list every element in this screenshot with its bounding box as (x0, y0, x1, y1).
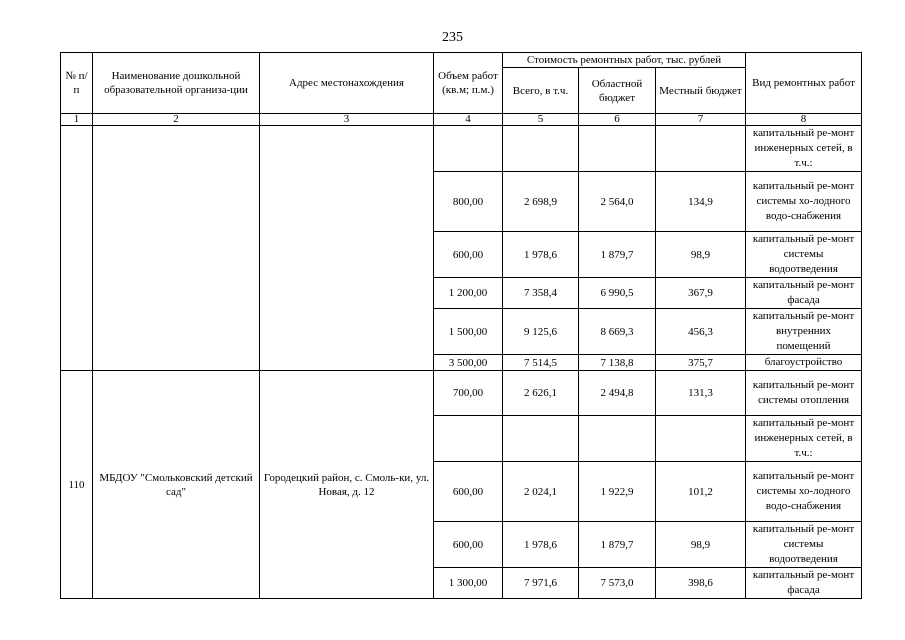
total-cell: 7 971,6 (503, 568, 579, 599)
regional-cell: 7 573,0 (579, 568, 656, 599)
column-number: 6 (579, 114, 656, 126)
regional-cell: 6 990,5 (579, 278, 656, 309)
address-cell (260, 126, 434, 371)
volume-cell: 600,00 (434, 462, 503, 522)
volume-cell: 3 500,00 (434, 355, 503, 371)
regional-cell: 2 494,8 (579, 371, 656, 416)
local-cell: 367,9 (656, 278, 746, 309)
total-cell: 2 698,9 (503, 172, 579, 232)
total-cell: 7 358,4 (503, 278, 579, 309)
work-type-cell: капитальный ре-монт системы водоотведения (746, 522, 862, 568)
volume-cell: 600,00 (434, 232, 503, 278)
header-regional: Областной бюджет (579, 68, 656, 114)
volume-cell (434, 416, 503, 462)
volume-cell: 1 300,00 (434, 568, 503, 599)
row-number-cell: 110 (61, 371, 93, 599)
regional-cell: 1 879,7 (579, 232, 656, 278)
local-cell: 456,3 (656, 309, 746, 355)
local-cell: 98,9 (656, 522, 746, 568)
volume-cell: 800,00 (434, 172, 503, 232)
total-cell (503, 126, 579, 172)
row-number-cell (61, 126, 93, 371)
column-numbers-row (61, 114, 862, 126)
total-cell: 2 626,1 (503, 371, 579, 416)
work-type-cell: капитальный ре-монт фасада (746, 568, 862, 599)
header-cost-group: Стоимость ремонтных работ, тыс. рублей (503, 53, 746, 68)
work-type-cell: благоустройство (746, 355, 862, 371)
total-cell: 1 978,6 (503, 522, 579, 568)
column-number: 1 (61, 114, 93, 126)
local-cell: 131,3 (656, 371, 746, 416)
column-number: 7 (656, 114, 746, 126)
work-type-cell: капитальный ре-монт системы водоотведения (746, 232, 862, 278)
work-type-cell: капитальный ре-монт системы отопления (746, 371, 862, 416)
address-cell: Городецкий район, с. Смоль-ки, ул. Новая, д. 12 (260, 371, 434, 599)
local-cell: 398,6 (656, 568, 746, 599)
regional-cell: 7 138,8 (579, 355, 656, 371)
volume-cell: 1 200,00 (434, 278, 503, 309)
work-type-cell: капитальный ре-монт системы хо-лодного водо-снабжения (746, 462, 862, 522)
regional-cell (579, 416, 656, 462)
local-cell: 98,9 (656, 232, 746, 278)
column-number: 8 (746, 114, 862, 126)
header-organization: Наименование дошкольной образовательной организа-ции (93, 53, 260, 114)
regional-cell (579, 126, 656, 172)
regional-cell: 8 669,3 (579, 309, 656, 355)
total-cell (503, 416, 579, 462)
column-number: 5 (503, 114, 579, 126)
header-address: Адрес местонахождения (260, 53, 434, 114)
work-type-cell: капитальный ре-монт системы хо-лодного водо-снабжения (746, 172, 862, 232)
table-row (61, 371, 862, 416)
volume-cell: 700,00 (434, 371, 503, 416)
work-type-cell: капитальный ре-монт внутренних помещений (746, 309, 862, 355)
header-work-type: Вид ремонтных работ (746, 53, 862, 114)
header-local: Местный бюджет (656, 68, 746, 114)
column-number: 4 (434, 114, 503, 126)
local-cell: 375,7 (656, 355, 746, 371)
header-number: № п/п (61, 53, 93, 114)
total-cell: 1 978,6 (503, 232, 579, 278)
total-cell: 7 514,5 (503, 355, 579, 371)
repair-works-table (60, 52, 862, 599)
header-total: Всего, в т.ч. (503, 68, 579, 114)
organization-cell: МБДОУ "Смольковский детский сад" (93, 371, 260, 599)
header-volume: Объем работ (кв.м; п.м.) (434, 53, 503, 114)
table-row (61, 126, 862, 172)
volume-cell (434, 126, 503, 172)
volume-cell: 600,00 (434, 522, 503, 568)
work-type-cell: капитальный ре-монт инженерных сетей, в т.ч.: (746, 416, 862, 462)
page-number: 235 (442, 30, 463, 45)
column-number: 2 (93, 114, 260, 126)
work-type-cell: капитальный ре-монт фасада (746, 278, 862, 309)
regional-cell: 1 922,9 (579, 462, 656, 522)
column-number: 3 (260, 114, 434, 126)
work-type-cell: капитальный ре-монт инженерных сетей, в т.ч.: (746, 126, 862, 172)
local-cell (656, 126, 746, 172)
total-cell: 2 024,1 (503, 462, 579, 522)
volume-cell: 1 500,00 (434, 309, 503, 355)
local-cell: 134,9 (656, 172, 746, 232)
organization-cell (93, 126, 260, 371)
regional-cell: 2 564,0 (579, 172, 656, 232)
regional-cell: 1 879,7 (579, 522, 656, 568)
local-cell (656, 416, 746, 462)
local-cell: 101,2 (656, 462, 746, 522)
total-cell: 9 125,6 (503, 309, 579, 355)
